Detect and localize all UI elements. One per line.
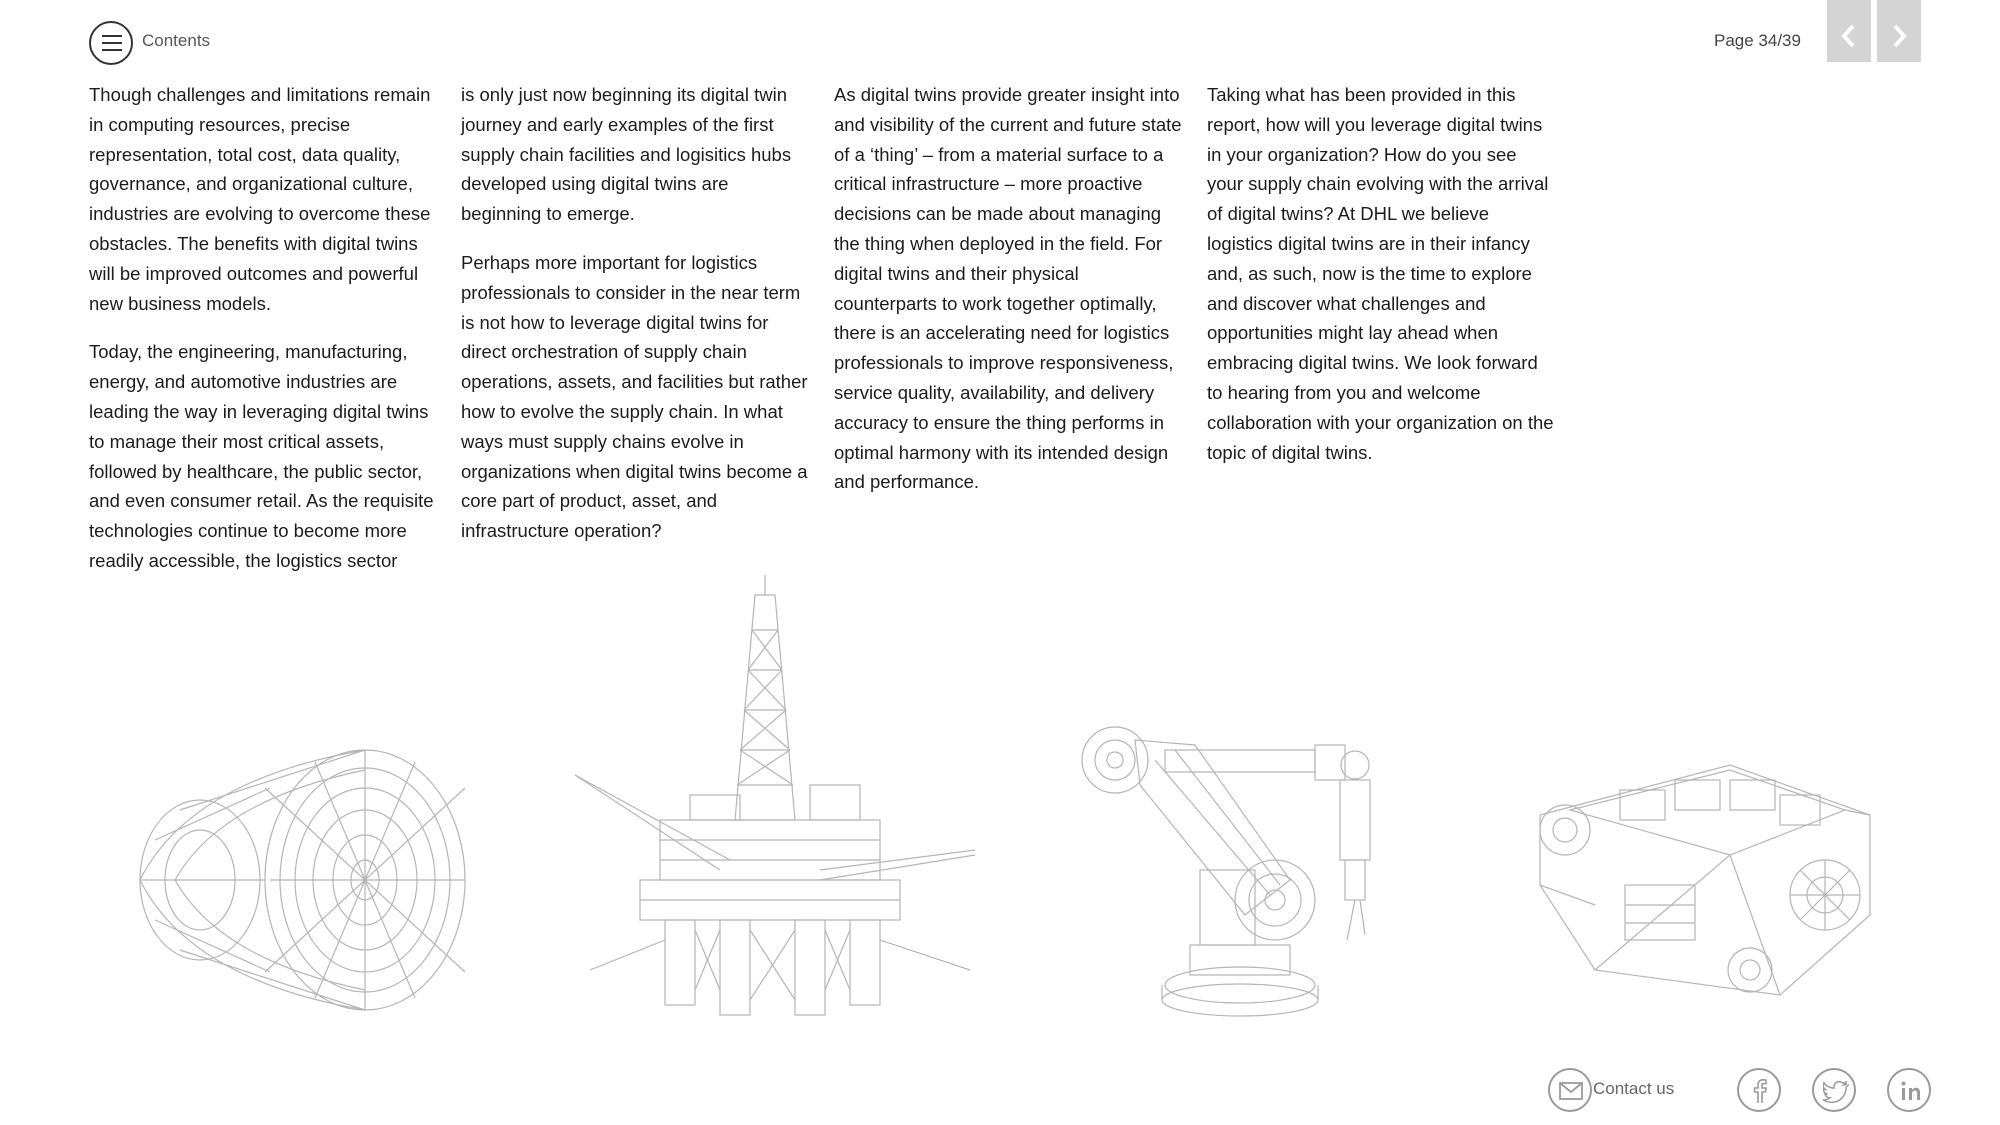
twitter-icon [1812,1068,1856,1112]
text-column-3 [834,80,1184,516]
robotic-arm-wireframe-icon [1075,720,1395,1020]
mail-icon [1548,1068,1592,1112]
contact-button[interactable] [1548,1068,1594,1114]
page-indicator: Page 34/39 [1714,31,1801,50]
oil-rig-wireframe-icon [570,570,980,1020]
top-bar [0,0,2000,70]
paragraph: Perhaps more important for logistics professionals to consider in the near term is not how to leverage digital twins for direct orchestration of supply chain operations, assets, and facilities but rather how to evolve the supply chain. In what ways must supply chains evolve in organizations when digital twins become a core part of product, asset, and infrastructure operation? [461,251,808,542]
menu-icon-line [102,42,122,44]
text-column-4 [1207,80,1557,486]
menu-icon-line [102,35,122,37]
paragraph: As digital twins provide greater insight into and visibility of the current and future state of a ‘thing’ – from a material surface to a critical infrastructure – more proactive decisions can be made about managing the thing when deployed in the field. For digital twins and their physical counterparts to work together optimally, there is an accelerating need for logistics professionals to improve responsiveness, service quality, availability, and delivery accuracy to ensure the thing performs in optimal harmony with its intended design and performance. [834,84,1182,493]
linkedin-icon [1887,1068,1931,1112]
paragraph: Today, the engineering, manufacturing, energy, and automotive industries are leading the way in leveraging digital twins to manage their most critical assets, followed by healthcare, the public sector, and even consumer retail. As the requisite technologies continue to become more readily accessible, the logistics sector [89,341,434,571]
linkedin-button[interactable] [1887,1068,1933,1114]
text-column-2 [461,80,811,565]
contents-link[interactable]: Contents [142,31,211,50]
paragraph: is only just now beginning its digital twin journey and early examples of the first supply chain facilities and logisitics hubs developed using digital twins are beginning to emerge. [461,84,792,225]
facebook-button[interactable] [1737,1068,1783,1114]
contact-us-link[interactable]: Contact us [1593,1079,1675,1098]
paragraph: Though challenges and limitations remain in computing resources, precise representation, total cost, data quality, governance, and organizational culture, industries are evolving to overcome these obstacles. The benefits with digital twins will be improved outcomes and powerful new business models. [89,84,431,314]
chevron-right-icon [1889,24,1909,48]
jet-engine-wireframe-icon [130,740,470,1020]
menu-icon[interactable] [89,21,133,65]
paragraph: Taking what has been provided in this report, how will you leverage digital twins in your organization? How do you see your supply chain evolving with the arrival of digital twins? At DHL we believe logistics digital twins are in their infancy and, as such, now is the time to explore and discover what challenges and opportunities might lay ahead when embracing digital twins. We look forward to hearing from you and welcome collaboration with your organization on the topic of digital twins. [1207,84,1554,463]
chevron-left-icon [1839,24,1859,48]
menu-icon-line [102,49,122,51]
previous-page-button[interactable] [1827,0,1871,62]
next-page-button[interactable] [1877,0,1921,62]
text-column-1 [89,80,439,595]
twitter-button[interactable] [1812,1068,1858,1114]
engine-block-wireframe-icon [1525,755,1885,1020]
facebook-icon [1737,1068,1781,1112]
